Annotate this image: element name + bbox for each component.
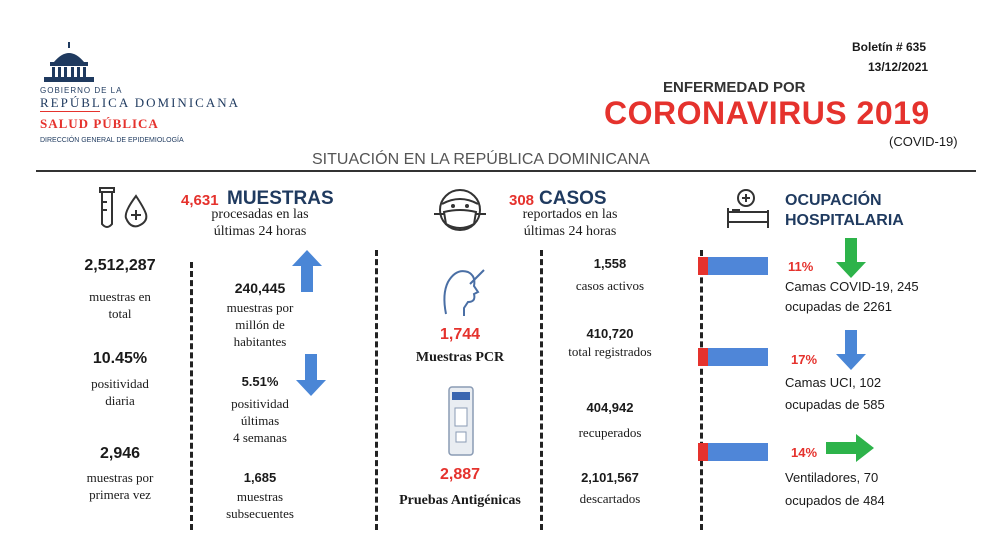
positivity-4w-label-2: últimas xyxy=(240,413,280,428)
per-million-value: 240,445 xyxy=(234,280,286,296)
positivity-4w-value: 5.51% xyxy=(241,374,279,389)
ventilators-label-2: ocupados de 484 xyxy=(785,493,885,508)
total-samples-label-1: muestras en xyxy=(89,289,151,304)
icu-beds-label-1: Camas UCI, 102 xyxy=(785,375,882,390)
active-cases-label: casos activos xyxy=(575,278,645,293)
recovered-value: 404,942 xyxy=(586,400,634,415)
icu-beds-pct: 17% xyxy=(791,352,818,367)
positivity-4w-label-3: 4 semanas xyxy=(233,430,287,445)
total-samples-label-2: total xyxy=(108,306,132,321)
icu-beds-bar xyxy=(698,348,768,366)
hospital-bed-icon xyxy=(724,188,772,230)
masked-face-icon xyxy=(430,186,490,238)
antigen-value: 2,887 xyxy=(439,466,481,483)
casos-subtitle-2: últimas 24 horas xyxy=(523,224,617,239)
subsequent-label-2: subsecuentes xyxy=(226,506,294,521)
arrow-down-green-icon xyxy=(836,238,866,278)
daily-positivity-label-1: positividad xyxy=(91,376,149,391)
recovered-label: recuperados xyxy=(578,425,642,440)
casos-title: CASOS xyxy=(539,188,607,209)
muestras-count: 4,631 xyxy=(181,192,219,209)
per-million-label-1: muestras por xyxy=(226,300,294,315)
muestras-title: MUESTRAS xyxy=(227,188,334,209)
active-cases-value: 1,558 xyxy=(593,256,627,271)
subsequent-value: 1,685 xyxy=(243,470,277,485)
header-rule xyxy=(40,111,100,112)
total-registered-label: total registrados xyxy=(568,344,652,359)
covid-beds-label-1: Camas COVID-19, 245 xyxy=(785,279,919,294)
ministry-name: SALUD PÚBLICA xyxy=(40,116,159,131)
antigen-label: Pruebas Antigénicas xyxy=(399,493,521,508)
antigen-test-icon xyxy=(448,386,474,456)
icu-beds-label-2: ocupadas de 585 xyxy=(785,397,885,412)
per-million-label-2: millón de xyxy=(235,317,285,332)
discarded-value: 2,101,567 xyxy=(581,470,639,485)
ventilators-bar xyxy=(698,443,768,461)
divider-2 xyxy=(375,250,378,530)
arrow-right-green-icon xyxy=(826,434,874,462)
muestras-subtitle-1: procesadas en las xyxy=(211,207,309,222)
test-tube-icon xyxy=(94,186,152,232)
first-time-value: 2,946 xyxy=(99,445,141,462)
gov-line: GOBIERNO DE LA xyxy=(40,86,123,95)
per-million-label-3: habitantes xyxy=(233,334,287,349)
pcr-label: Muestras PCR xyxy=(415,350,505,365)
daily-positivity-label-2: diaria xyxy=(105,393,135,408)
situation-heading: SITUACIÓN EN LA REPÚBLICA DOMINICANA xyxy=(312,151,650,168)
divider-3 xyxy=(540,250,543,530)
covid-beds-label-2: ocupadas de 2261 xyxy=(785,299,892,314)
ocupacion-title-2: HOSPITALARIA xyxy=(785,212,904,229)
nasal-swab-icon xyxy=(436,264,486,318)
title-main: CORONAVIRUS 2019 xyxy=(604,95,930,131)
ventilators-label-1: Ventiladores, 70 xyxy=(785,470,879,485)
ocupacion-title-1: OCUPACIÓN xyxy=(785,192,882,209)
title-small: ENFERMEDAD POR xyxy=(663,79,806,96)
header-divider xyxy=(36,170,976,172)
casos-count: 308 xyxy=(509,192,535,209)
republic-name: REPÚBLICA DOMINICANA xyxy=(40,95,240,110)
capitol-logo-icon xyxy=(40,40,98,84)
directorate-name: DIRECCIÓN GENERAL DE EPIDEMIOLOGÍA xyxy=(40,137,184,144)
pcr-value: 1,744 xyxy=(439,326,481,343)
ventilators-pct: 14% xyxy=(791,445,818,460)
discarded-label: descartados xyxy=(579,491,641,506)
title-sub: (COVID-19) xyxy=(889,134,958,149)
positivity-4w-label-1: positividad xyxy=(231,396,289,411)
casos-subtitle-1: reportados en las xyxy=(522,207,618,222)
first-time-label-1: muestras por xyxy=(86,470,154,485)
covid-beds-pct: 11% xyxy=(788,259,814,274)
total-registered-value: 410,720 xyxy=(586,326,634,341)
bulletin-date: 13/12/2021 xyxy=(868,60,929,74)
subsequent-label-1: muestras xyxy=(236,489,284,504)
bulletin-number: Boletín # 635 xyxy=(852,40,927,54)
daily-positivity-value: 10.45% xyxy=(92,350,148,367)
divider-1 xyxy=(190,262,193,530)
total-samples-value: 2,512,287 xyxy=(84,257,156,274)
covid-beds-bar xyxy=(698,257,768,275)
first-time-label-2: primera vez xyxy=(89,487,151,502)
arrow-down-blue-icon xyxy=(836,330,866,370)
muestras-subtitle-2: últimas 24 horas xyxy=(213,224,307,239)
divider-4 xyxy=(700,250,703,530)
